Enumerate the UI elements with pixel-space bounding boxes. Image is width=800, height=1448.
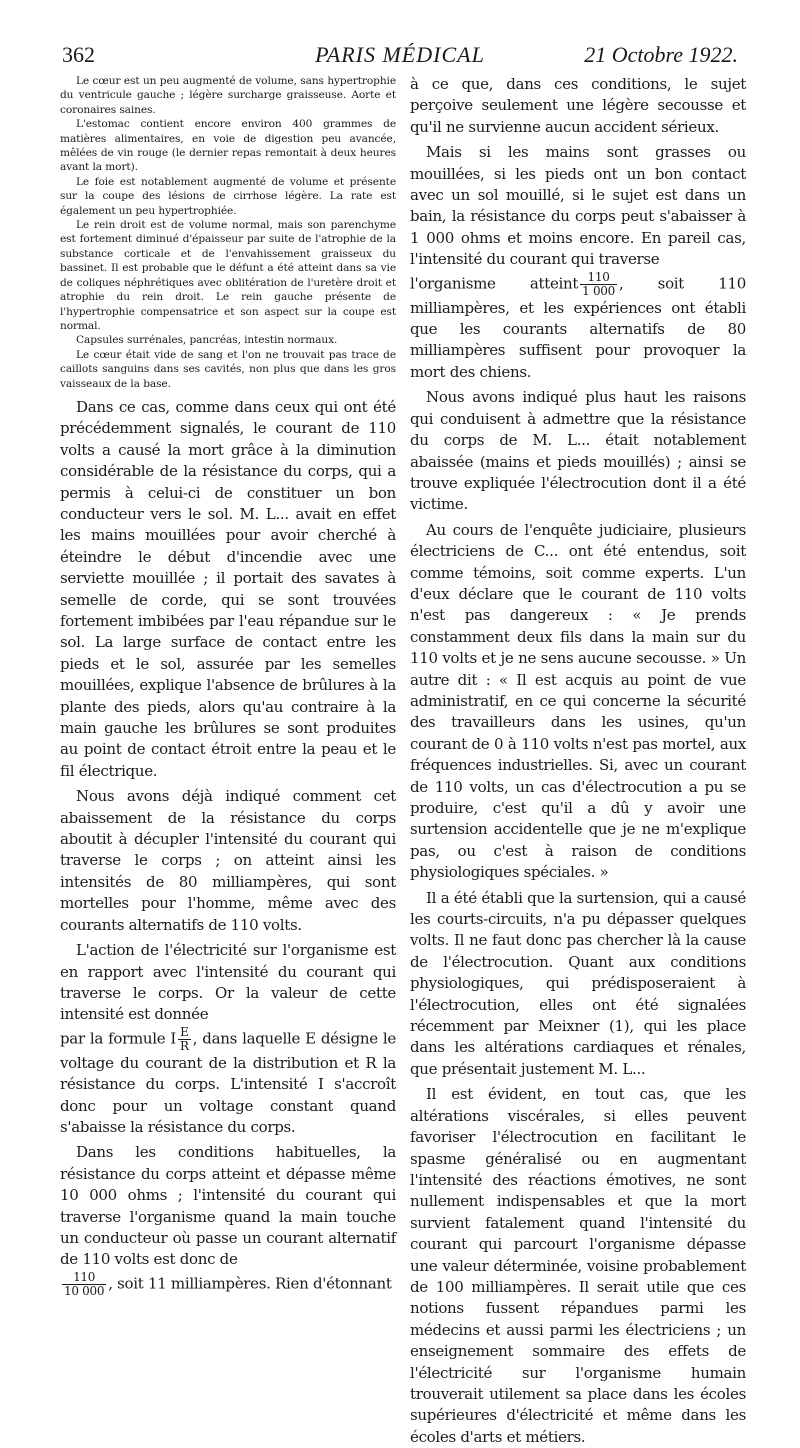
body-paragraph: Nous avons déjà indiqué comment cet abaissement de la résistance du corps aboutit à décupler l'intensité du courant qui traverse le corps ; on atteint ainsi les intensités de 80 milliampères, qui sont mortelles pour l'homme, même avec des courants alternatifs de 110 volts.	[60, 787, 396, 934]
left-column	[60, 74, 396, 1298]
autopsy-report	[60, 74, 396, 391]
left-body	[60, 397, 396, 1298]
paragraph-text: l'organisme atteint	[410, 274, 579, 293]
formula-line	[60, 1026, 396, 1139]
formula-fraction	[178, 1026, 191, 1053]
fraction-line	[60, 1271, 396, 1298]
journal-title: PARIS MÉDICAL	[315, 42, 485, 67]
page-number: 362	[62, 42, 95, 67]
formula-intro: L'action de l'électricité sur l'organisme est en rapport avec l'intensité du courant qui traverse le corps. Or la valeur de cette intensité est donnée	[60, 941, 396, 1024]
autopsy-paragraph: Le foie est notablement augmenté de volume et présente sur la coupe des lésions de cirrhose légère. La rate est également un peu hypertrophiée.	[60, 175, 396, 217]
paragraph-text: , soit 11 milliampères. Rien d'étonnant	[108, 1274, 392, 1293]
fraction	[62, 1271, 106, 1298]
fraction-numerator: 110	[580, 271, 617, 285]
formula-numerator: E	[178, 1026, 191, 1040]
body-paragraph	[60, 1142, 396, 1297]
fraction	[580, 271, 617, 298]
fraction-denominator: 1 000	[582, 283, 615, 298]
right-column	[410, 74, 746, 1448]
body-paragraph: Il est évident, en tout cas, que les altérations viscérales, si elles peuvent favoriser l'électrocution en facilitant le spasme généralisé ou en augmentant l'intensité des réactions émotives, ne sont nullement indispensables et que la mort survient fatalement quand l'intensité du courant qui parcourt l'organisme dépasse une valeur déterminée, voisine probablement de 100 milliampères. Il serait utile que ces notions fussent répandues parmi les médecins et aussi parmi les électriciens ; un enseignement sommaire des effets de l'électricité sur l'organisme humain trouverait utilement sa place dans les écoles supérieures d'électricité et même dans les écoles d'arts et métiers.	[410, 1085, 746, 1446]
body-paragraph	[60, 940, 396, 1138]
body-paragraph: Dans ce cas, comme dans ceux qui ont été précédemment signalés, le courant de 110 volts a causé la mort grâce à la diminution considérable de la résistance du corps, qui a permis à celui-ci de constituer un bon conducteur vers le sol. M. L... avait en effet les mains mouillées pour avoir cherché à éteindre le début d'incendie avec une serviette mouillée ; il portait des savates à semelle de corde, qui se sont trouvées fortement imbibées par l'eau répandue sur le sol. La large surface de contact entre les pieds et le sol, assurée par les semelles mouillées, explique l'absence de brûlures à la plante des pieds, alors qu'au contraire à la main gauche les brûlures se sont produites au point de contact étroit entre la peau et le fil électrique.	[60, 397, 396, 780]
fraction-line	[410, 271, 746, 384]
autopsy-paragraph: Le rein droit est de volume normal, mais son parenchyme est fortement diminué d'épaisseur par suite de l'atrophie de la substance corticale et de l'envahissement graisseux du bassinet. Il est probable que le défunt a été atteint dans sa vie de coliques néphrétiques avec oblitération de l'uretère droit et atrophie du rein droit. Le rein gauche présente de l'hypertrophie compensatrice et son aspect sur la coupe est normal.	[60, 219, 396, 332]
formula-tail: , dans laquelle E désigne le voltage du courant de la distribution et R la résistance du corps. L'intensité I s'accroît donc pour un voltage constant quand s'abaisse la résistance du corps.	[60, 1029, 396, 1136]
body-paragraph: Au cours de l'enquête judiciaire, plusieurs électriciens de C... ont été entendus, soit comme témoins, soit comme experts. L'un d'eux déclare que le courant de 110 volts n'est pas dangereux : « Je prends constamment deux fils dans la main sur du 110 volts et je ne sens aucune secousse. » Un autre dit : « Il est acquis au point de vue administratif, en ce qui concerne la sécurité des travailleurs dans les usines, qu'un courant de 0 à 110 volts n'est pas mortel, aux fréquences industrielles. Si, avec un courant de 110 volts, un cas d'électrocution a pu se produire, c'est qu'il a dû y avoir une surtension accidentelle que je ne m'explique pas, ou c'est à raison de conditions physiologiques spéciales. »	[410, 520, 746, 882]
paragraph-text: Dans les conditions habituelles, la résistance du corps atteint et dépasse même 10 000 ohms ; l'intensité du courant qui traverse l'organisme quand la main touche un conducteur où passe un courant alternatif de 110 volts est donc de	[60, 1143, 396, 1269]
paragraph-text: Mais si les mains sont grasses ou mouillées, si les pieds ont un bon contact avec un sol mouillé, si le sujet est dans un bain, la résistance du corps peut s'abaisser à 1 000 ohms et moins encore. En pareil cas, l'intensité du courant qui traverse	[410, 143, 746, 269]
formula-denominator: R	[180, 1038, 189, 1053]
autopsy-paragraph: Capsules surrénales, pancréas, intestin normaux.	[76, 334, 338, 347]
body-paragraph: à ce que, dans ces conditions, le sujet perçoive seulement une légère secousse et qu'il ne survienne aucun accident sérieux.	[410, 75, 746, 136]
autopsy-paragraph: Le cœur est un peu augmenté de volume, sans hypertrophie du ventricule gauche ; légère surcharge graisseuse. Aorte et coronaires saines.	[60, 75, 396, 116]
fraction-numerator: 110	[62, 1271, 106, 1285]
autopsy-paragraph: L'estomac contient encore environ 400 grammes de matières alimentaires, en voie de digestion peu avancée, mêlées de vin rouge (le dernier repas remontait à deux heures avant la mort).	[60, 118, 396, 174]
body-paragraph: Nous avons indiqué plus haut les raisons qui conduisent à admettre que la résistance du corps de M. L... était notablement abaissée (mains et pieds mouillés) ; ainsi se trouve expliquée l'électrocution dont il a été victime.	[410, 388, 746, 514]
body-paragraph: Il a été établi que la surtension, qui a causé les courts-circuits, n'a pu dépasser quelques volts. Il ne faut donc pas chercher là la cause de l'électrocution. Quant aux conditions physiologiques, qui prédisposeraient à l'électrocution, elles ont été signalées récemment par Meixner (1), qui les place dans les altérations cardiaques et rénales, que présentait justement M. L...	[410, 888, 746, 1078]
formula-lead: par la formule I	[60, 1029, 177, 1048]
fraction-denominator: 10 000	[64, 1283, 105, 1298]
issue-date: 21 Octobre 1922.	[584, 42, 738, 67]
body-paragraph	[410, 142, 746, 383]
paragraph-text: , soit 110 milliampères, et les expériences ont établi que les courants alternatifs de 80 milliampères suffisent pour provoquer la mort des chiens.	[410, 274, 746, 381]
autopsy-paragraph: Le cœur était vide de sang et l'on ne trouvait pas trace de caillots sanguins dans ses cavités, non plus que dans les gros vaisseaux de la base.	[60, 348, 396, 390]
page-header	[62, 42, 738, 76]
